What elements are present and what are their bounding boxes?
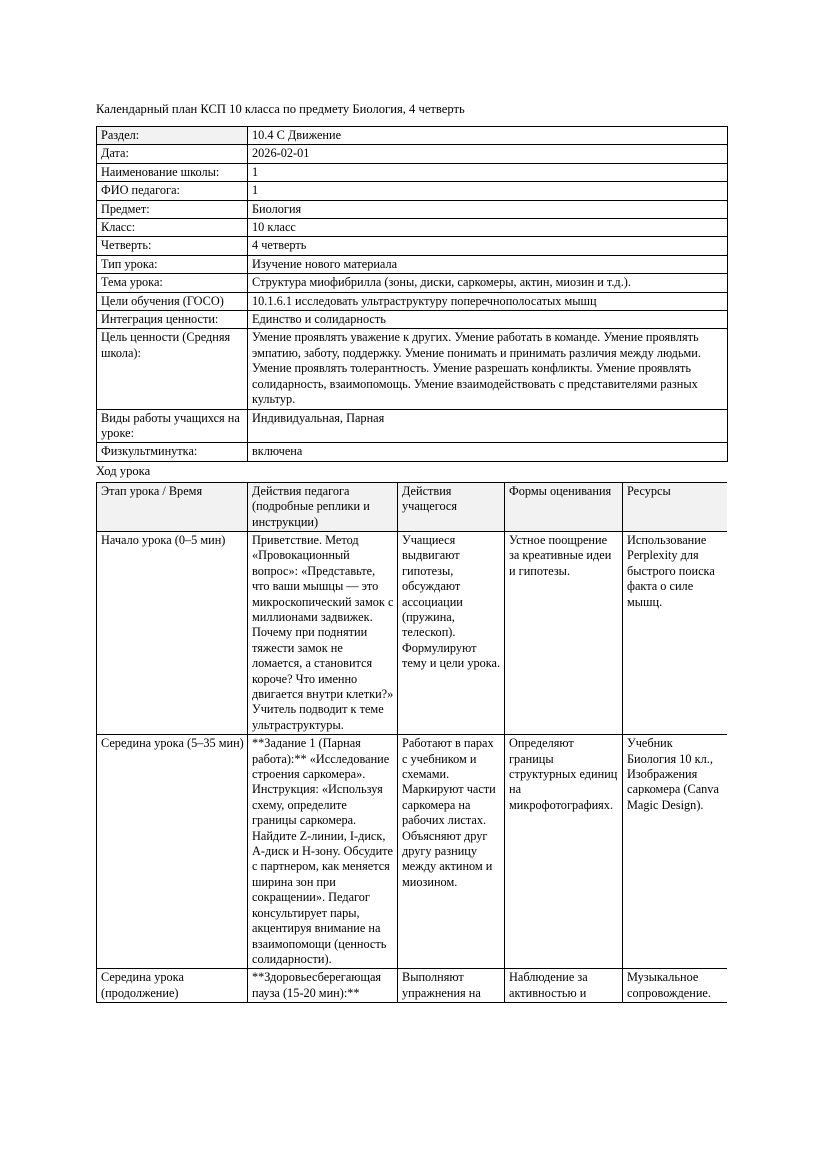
lesson-stage-cell: Середина урока (продолжение) [97, 969, 248, 1003]
lesson-table-row [97, 531, 728, 734]
info-row-value: Изучение нового материала [248, 255, 728, 273]
info-table-body [97, 127, 728, 462]
info-row-value: Структура миофибрилла (зоны, диски, саркомеры, актин, миозин и т.д.). [248, 274, 728, 292]
info-row-value: 2026-02-01 [248, 145, 728, 163]
info-row-label: Тип урока: [97, 255, 248, 273]
info-row-value: 1 [248, 163, 728, 181]
info-row-value: 4 четверть [248, 237, 728, 255]
lesson-flow-table [96, 482, 727, 1003]
resources-cell: Использование Perplexity для быстрого поиска факта о силе мышц. [623, 531, 728, 734]
lesson-table-header-row [97, 482, 728, 531]
resources-cell: Музыкальное сопровождение. [623, 969, 728, 1003]
teacher-actions-cell: **Задание 1 (Парная работа):** «Исследование строения саркомера». Инструкция: «Используя схему, определите границы саркомера. Найдите Z-линии, I-диск, А-диск и Н-зону. Обсудите с партнером, как меняется ширина зон при сокращении». Педагог консультирует пары, акцентируя внимание на взаимопомощи (ценность солидарности). [248, 735, 398, 969]
lesson-info-table [96, 126, 728, 462]
info-row-label: Дата: [97, 145, 248, 163]
lesson-column-header: Ресурсы [623, 482, 728, 531]
lesson-flow-label: Ход урока [96, 463, 151, 478]
info-row-label: ФИО педагога: [97, 182, 248, 200]
info-row-value: включена [248, 443, 728, 461]
info-table-row [97, 255, 728, 273]
info-row-value: 10 класс [248, 219, 728, 237]
lesson-stage-cell: Середина урока (5–35 мин) [97, 735, 248, 969]
lesson-column-header: Этап урока / Время [97, 482, 248, 531]
assessment-cell: Наблюдение за активностью и [505, 969, 623, 1003]
teacher-actions-cell: **Здоровьесберегающая пауза (15-20 мин):** [248, 969, 398, 1003]
info-row-label: Раздел: [97, 127, 248, 145]
info-row-label: Интеграция ценности: [97, 311, 248, 329]
student-actions-cell: Работают в парах с учебником и схемами. Маркируют части саркомера на рабочих листах. Объясняют друг другу разницу между актином и миозином. [398, 735, 505, 969]
info-table-row [97, 200, 728, 218]
teacher-actions-cell: Приветствие. Метод «Провокационный вопрос»: «Представьте, что ваши мышцы — это микроскопический замок с миллионами задвижек. Почему при поднятии тяжести замок не ломается, а становится короче? Что именно двигается внутри клетки?» Учитель подводит к теме ультраструктуры. [248, 531, 398, 734]
info-table-row [97, 219, 728, 237]
info-table-row [97, 145, 728, 163]
lesson-column-header: Формы оценивания [505, 482, 623, 531]
info-table-row [97, 409, 728, 443]
info-row-label: Тема урока: [97, 274, 248, 292]
info-table-row [97, 163, 728, 181]
info-table-row [97, 182, 728, 200]
document-content [96, 101, 727, 1003]
info-row-value: Индивидуальная, Парная [248, 409, 728, 443]
info-row-value: Биология [248, 200, 728, 218]
info-row-value: 10.1.6.1 исследовать ультраструктуру поперечнополосатых мышц [248, 292, 728, 310]
info-table-row [97, 237, 728, 255]
info-row-value: 10.4 C Движение [248, 127, 728, 145]
lesson-table-row [97, 969, 728, 1003]
lesson-column-header: Действия учащегося [398, 482, 505, 531]
info-table-row [97, 329, 728, 409]
info-row-label: Цели обучения (ГОСО) [97, 292, 248, 310]
lesson-column-header: Действия педагога (подробные реплики и инструкции) [248, 482, 398, 531]
lesson-table-head [97, 482, 728, 531]
info-row-label: Предмет: [97, 200, 248, 218]
assessment-cell: Устное поощрение за креативные идеи и гипотезы. [505, 531, 623, 734]
info-table-row [97, 443, 728, 461]
lesson-table-body [97, 531, 728, 1002]
info-row-label: Физкультминутка: [97, 443, 248, 461]
page-title: Календарный план КСП 10 класса по предмету Биология, 4 четверть [96, 102, 465, 116]
info-row-value: 1 [248, 182, 728, 200]
info-table-row [97, 292, 728, 310]
info-table-row [97, 311, 728, 329]
info-row-value: Единство и солидарность [248, 311, 728, 329]
info-row-label: Наименование школы: [97, 163, 248, 181]
resources-cell: Учебник Биология 10 кл., Изображения саркомера (Canva Magic Design). [623, 735, 728, 969]
info-row-value: Умение проявлять уважение к других. Умение работать в команде. Умение проявлять эмпатию, заботу, поддержку. Умение понимать и принимать различия между людьми. Умение проявлять толерантность. Умение разрешать конфликты. Умение проявлять солидарность, взаимопомощь. Умение взаимодействовать с представителями разных культур. [248, 329, 728, 409]
lesson-table-wrapper [96, 482, 727, 1003]
info-table-row [97, 274, 728, 292]
assessment-cell: Определяют границы структурных единиц на микрофотографиях. [505, 735, 623, 969]
lesson-table-row [97, 735, 728, 969]
info-row-label: Четверть: [97, 237, 248, 255]
student-actions-cell: Выполняют упражнения на [398, 969, 505, 1003]
info-row-label: Класс: [97, 219, 248, 237]
info-table-row [97, 127, 728, 145]
lesson-stage-cell: Начало урока (0–5 мин) [97, 531, 248, 734]
info-row-label: Цель ценности (Средняя школа): [97, 329, 248, 409]
info-row-label: Виды работы учащихся на уроке: [97, 409, 248, 443]
student-actions-cell: Учащиеся выдвигают гипотезы, обсуждают ассоциации (пружина, телескоп). Формулируют тему и цели урока. [398, 531, 505, 734]
